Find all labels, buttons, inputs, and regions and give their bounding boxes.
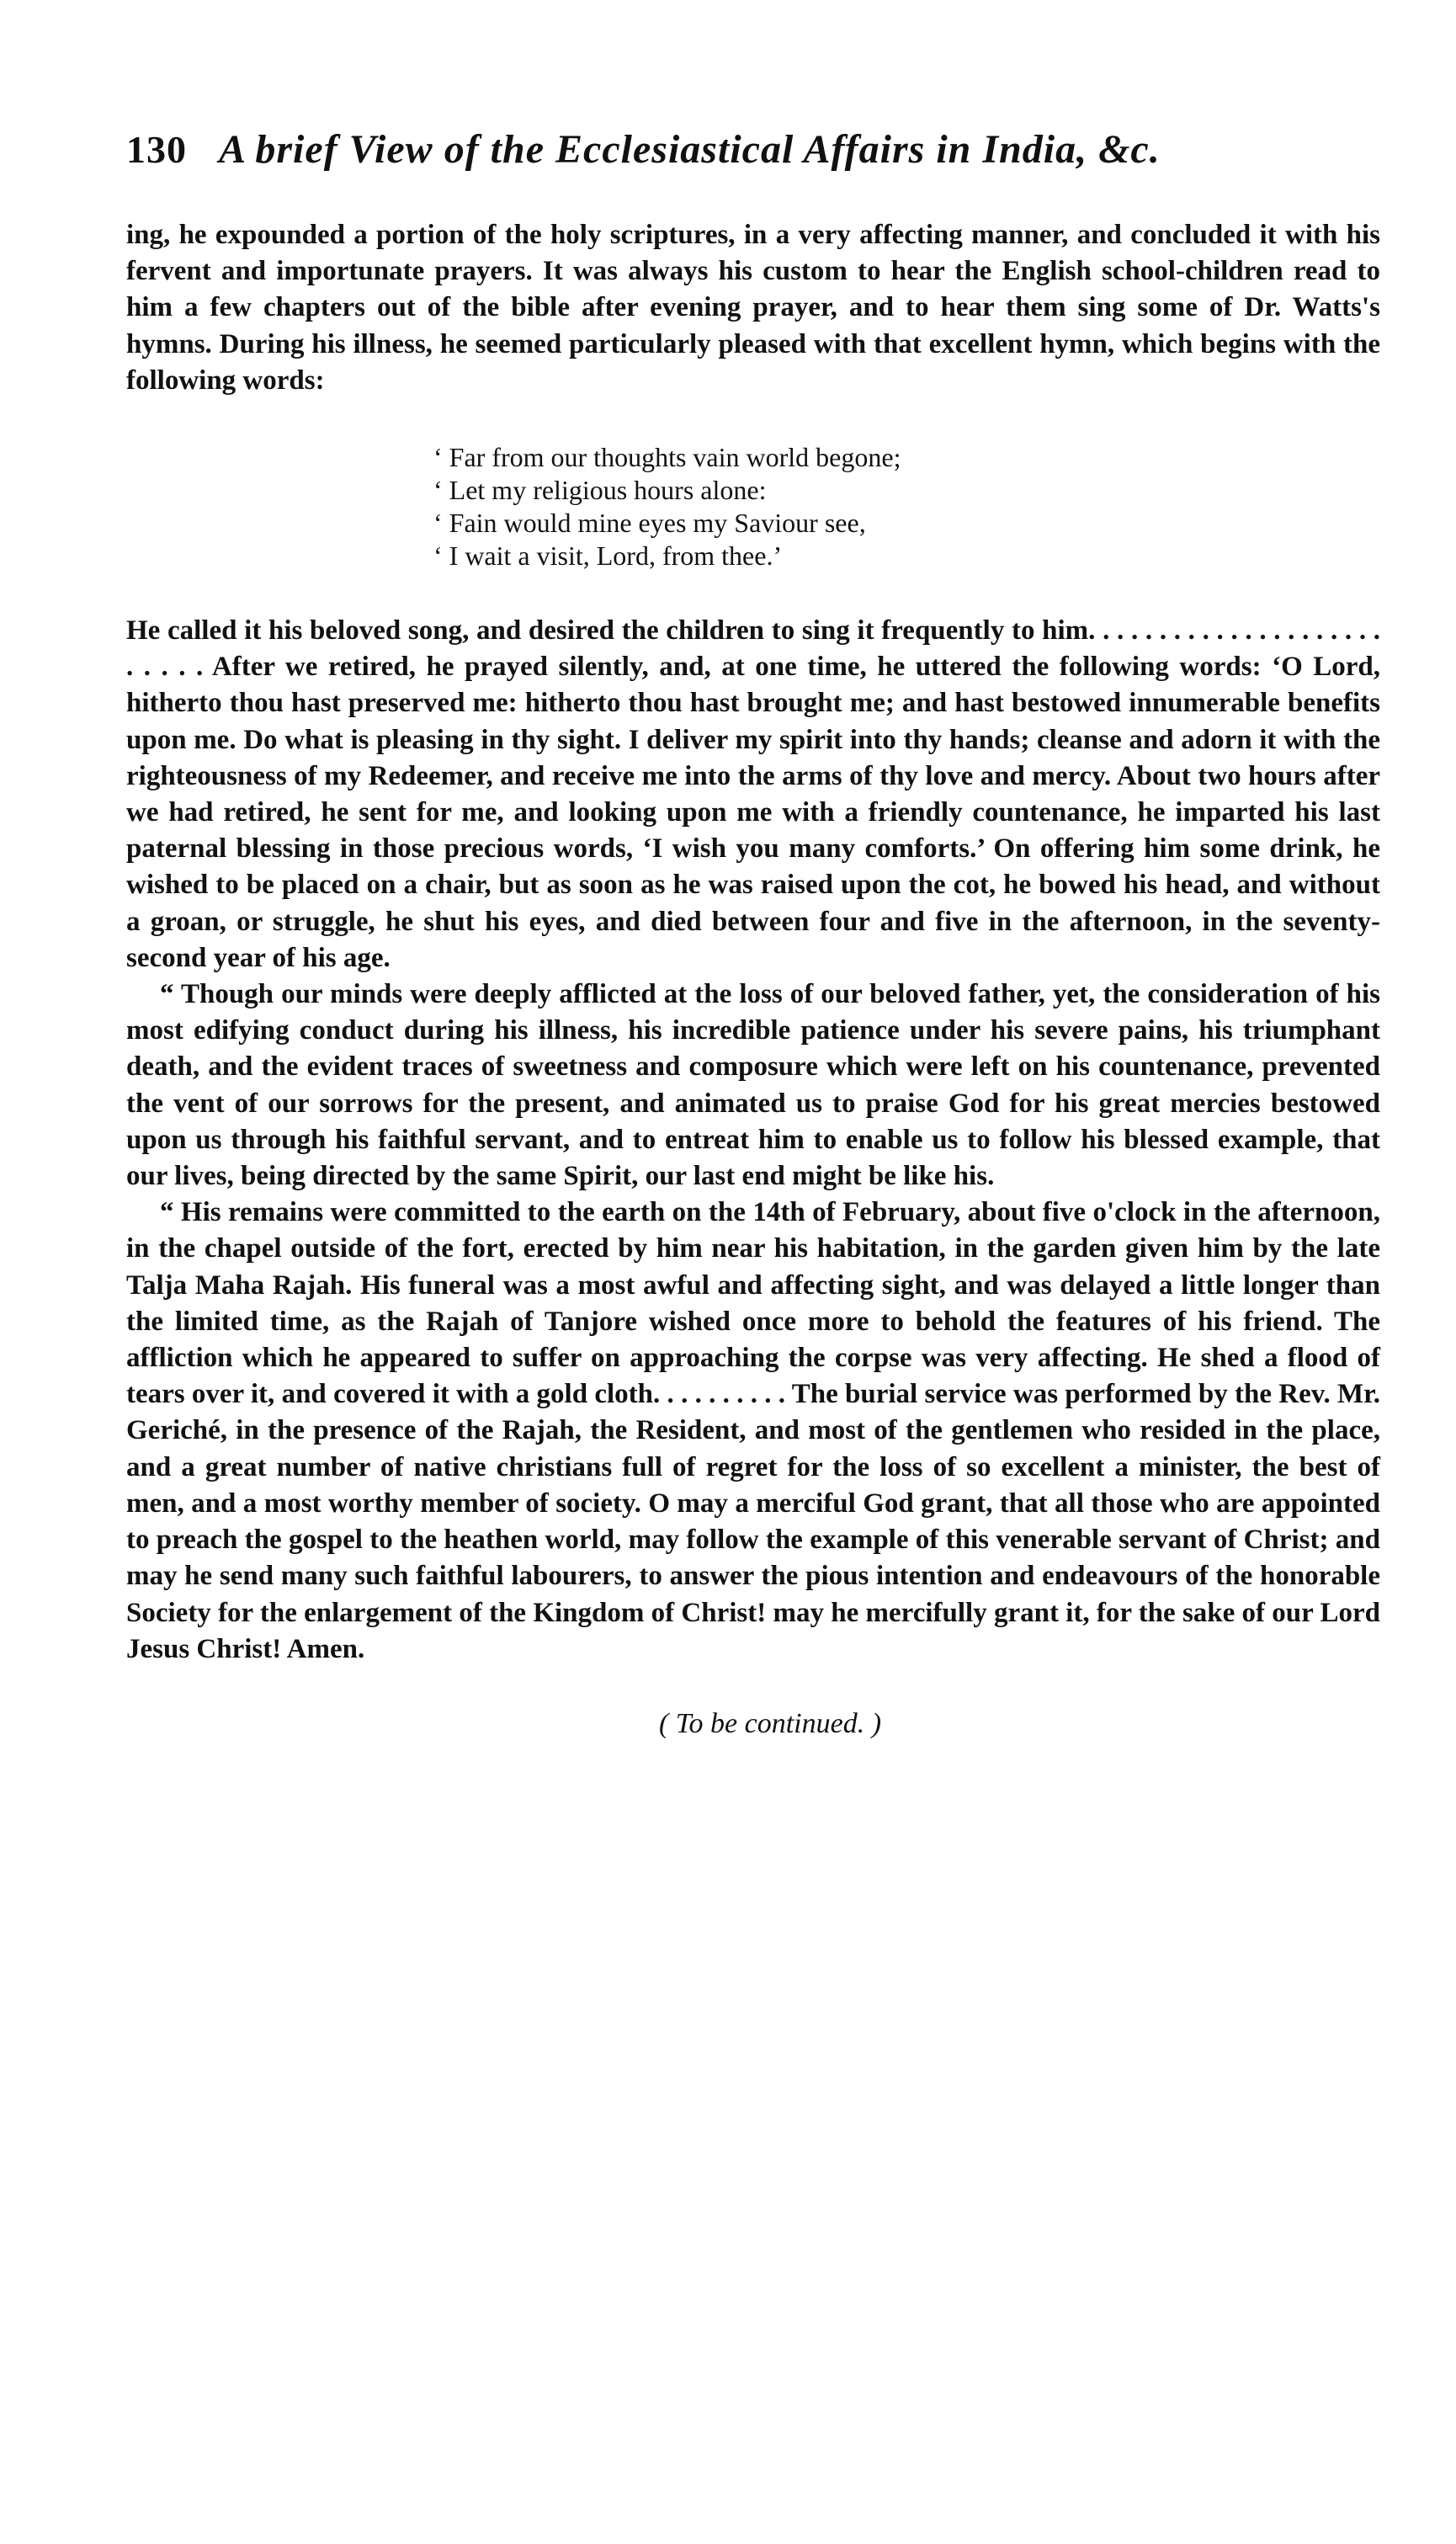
verse-line: ‘ Far from our thoughts vain world begone; (433, 442, 901, 473)
continued-note: ( To be continued. ) (658, 1707, 882, 1739)
hymn-verse (433, 441, 1380, 572)
paragraph-mourning: “ Though our minds were deeply afflicted at the loss of our beloved father, yet, the consideration of his most edifying conduct during his illness, his incredible patience under his severe pains, his triumphant death, and the evident traces of sweetness and composure which were left on his countenance, prevented the vent of our sorrows for the present, and animated us to praise God for his great mercies bestowed upon us through his faithful servant, and to entreat him to enable us to follow his blessed example, that our lives, being directed by the same Spirit, our last end might be like his. (126, 979, 1380, 1192)
running-title: A brief View of the Ecclesiastical Affairs in India, &c. (219, 127, 1161, 172)
document-page (126, 126, 1380, 1740)
page-number: 130 (126, 128, 187, 171)
verse-line: ‘ Let my religious hours alone: (433, 475, 767, 506)
page-header (126, 126, 1380, 194)
verse-line: ‘ Fain would mine eyes my Saviour see, (433, 508, 866, 539)
paragraph-funeral: “ His remains were committed to the earth on the 14th of February, about five o'clock in the afternoon, in the chapel outside of the fort, erected by him near his habitation, in the garden given him by the late Talja Maha Rajah. His funeral was a most awful and affecting sight, and was delayed a little longer than the limited time, as the Rajah of Tanjore wished once more to behold the features of his friend. The affliction which he appeared to suffer on approaching the corpse was very affecting. He shed a flood of tears over it, and covered it with a gold cloth. . . . . . . . . . The burial service was performed by the Rev. Mr. Geriché, in the presence of the Rajah, the Resident, and most of the gentlemen who resided in the place, and a great number of native christians full of regret for the loss of so excellent a minister, the best of men, and a most worthy member of society. O may a merciful God grant, that all those who are appointed to preach the gospel to the heathen world, may follow the example of this venerable servant of Christ; and may he send many such faithful labourers, to answer the pious intention and endeavours of the honorable Society for the enlargement of the Kingdom of Christ! may he mercifully grant it, for the sake of our Lord Jesus Christ! Amen. (126, 1197, 1380, 1664)
paragraph-death-account: He called it his beloved song, and desired the children to sing it frequently to him. . . . . . . . . . . . . . . . . . . . . . . . . . After we retired, he prayed silently, and, at one time, he uttered the following words: ‘O Lord, hitherto thou hast preserved me: hitherto thou hast brought me; and hast bestowed innumerable benefits upon me. Do what is pleasing in thy sight. I deliver my spirit into thy hands; cleanse and adorn it with the righteousness of my Redeemer, and receive me into the arms of thy love and mercy. About two hours after we had retired, he sent for me, and looking upon me with a friendly countenance, he imparted his last paternal blessing in those precious words, ‘I wish you many comforts.’ On offering him some drink, he wished to be placed on a chair, but as soon as he was raised upon the cot, he bowed his head, and without a groan, or struggle, he shut his eyes, and died between four and five in the afternoon, in the seventy-second year of his age. (126, 615, 1380, 973)
verse-line: ‘ I wait a visit, Lord, from thee.’ (433, 540, 783, 572)
paragraph-opening: ing, he expounded a portion of the holy scriptures, in a very affecting manner, and concluded it with his fervent and importunate prayers. It was always his custom to hear the English school-children read to him a few chapters out of the bible after evening prayer, and to hear them sing some of Dr. Watts's hymns. During his illness, he seemed particularly pleased with that excellent hymn, which begins with the following words: (126, 220, 1380, 396)
